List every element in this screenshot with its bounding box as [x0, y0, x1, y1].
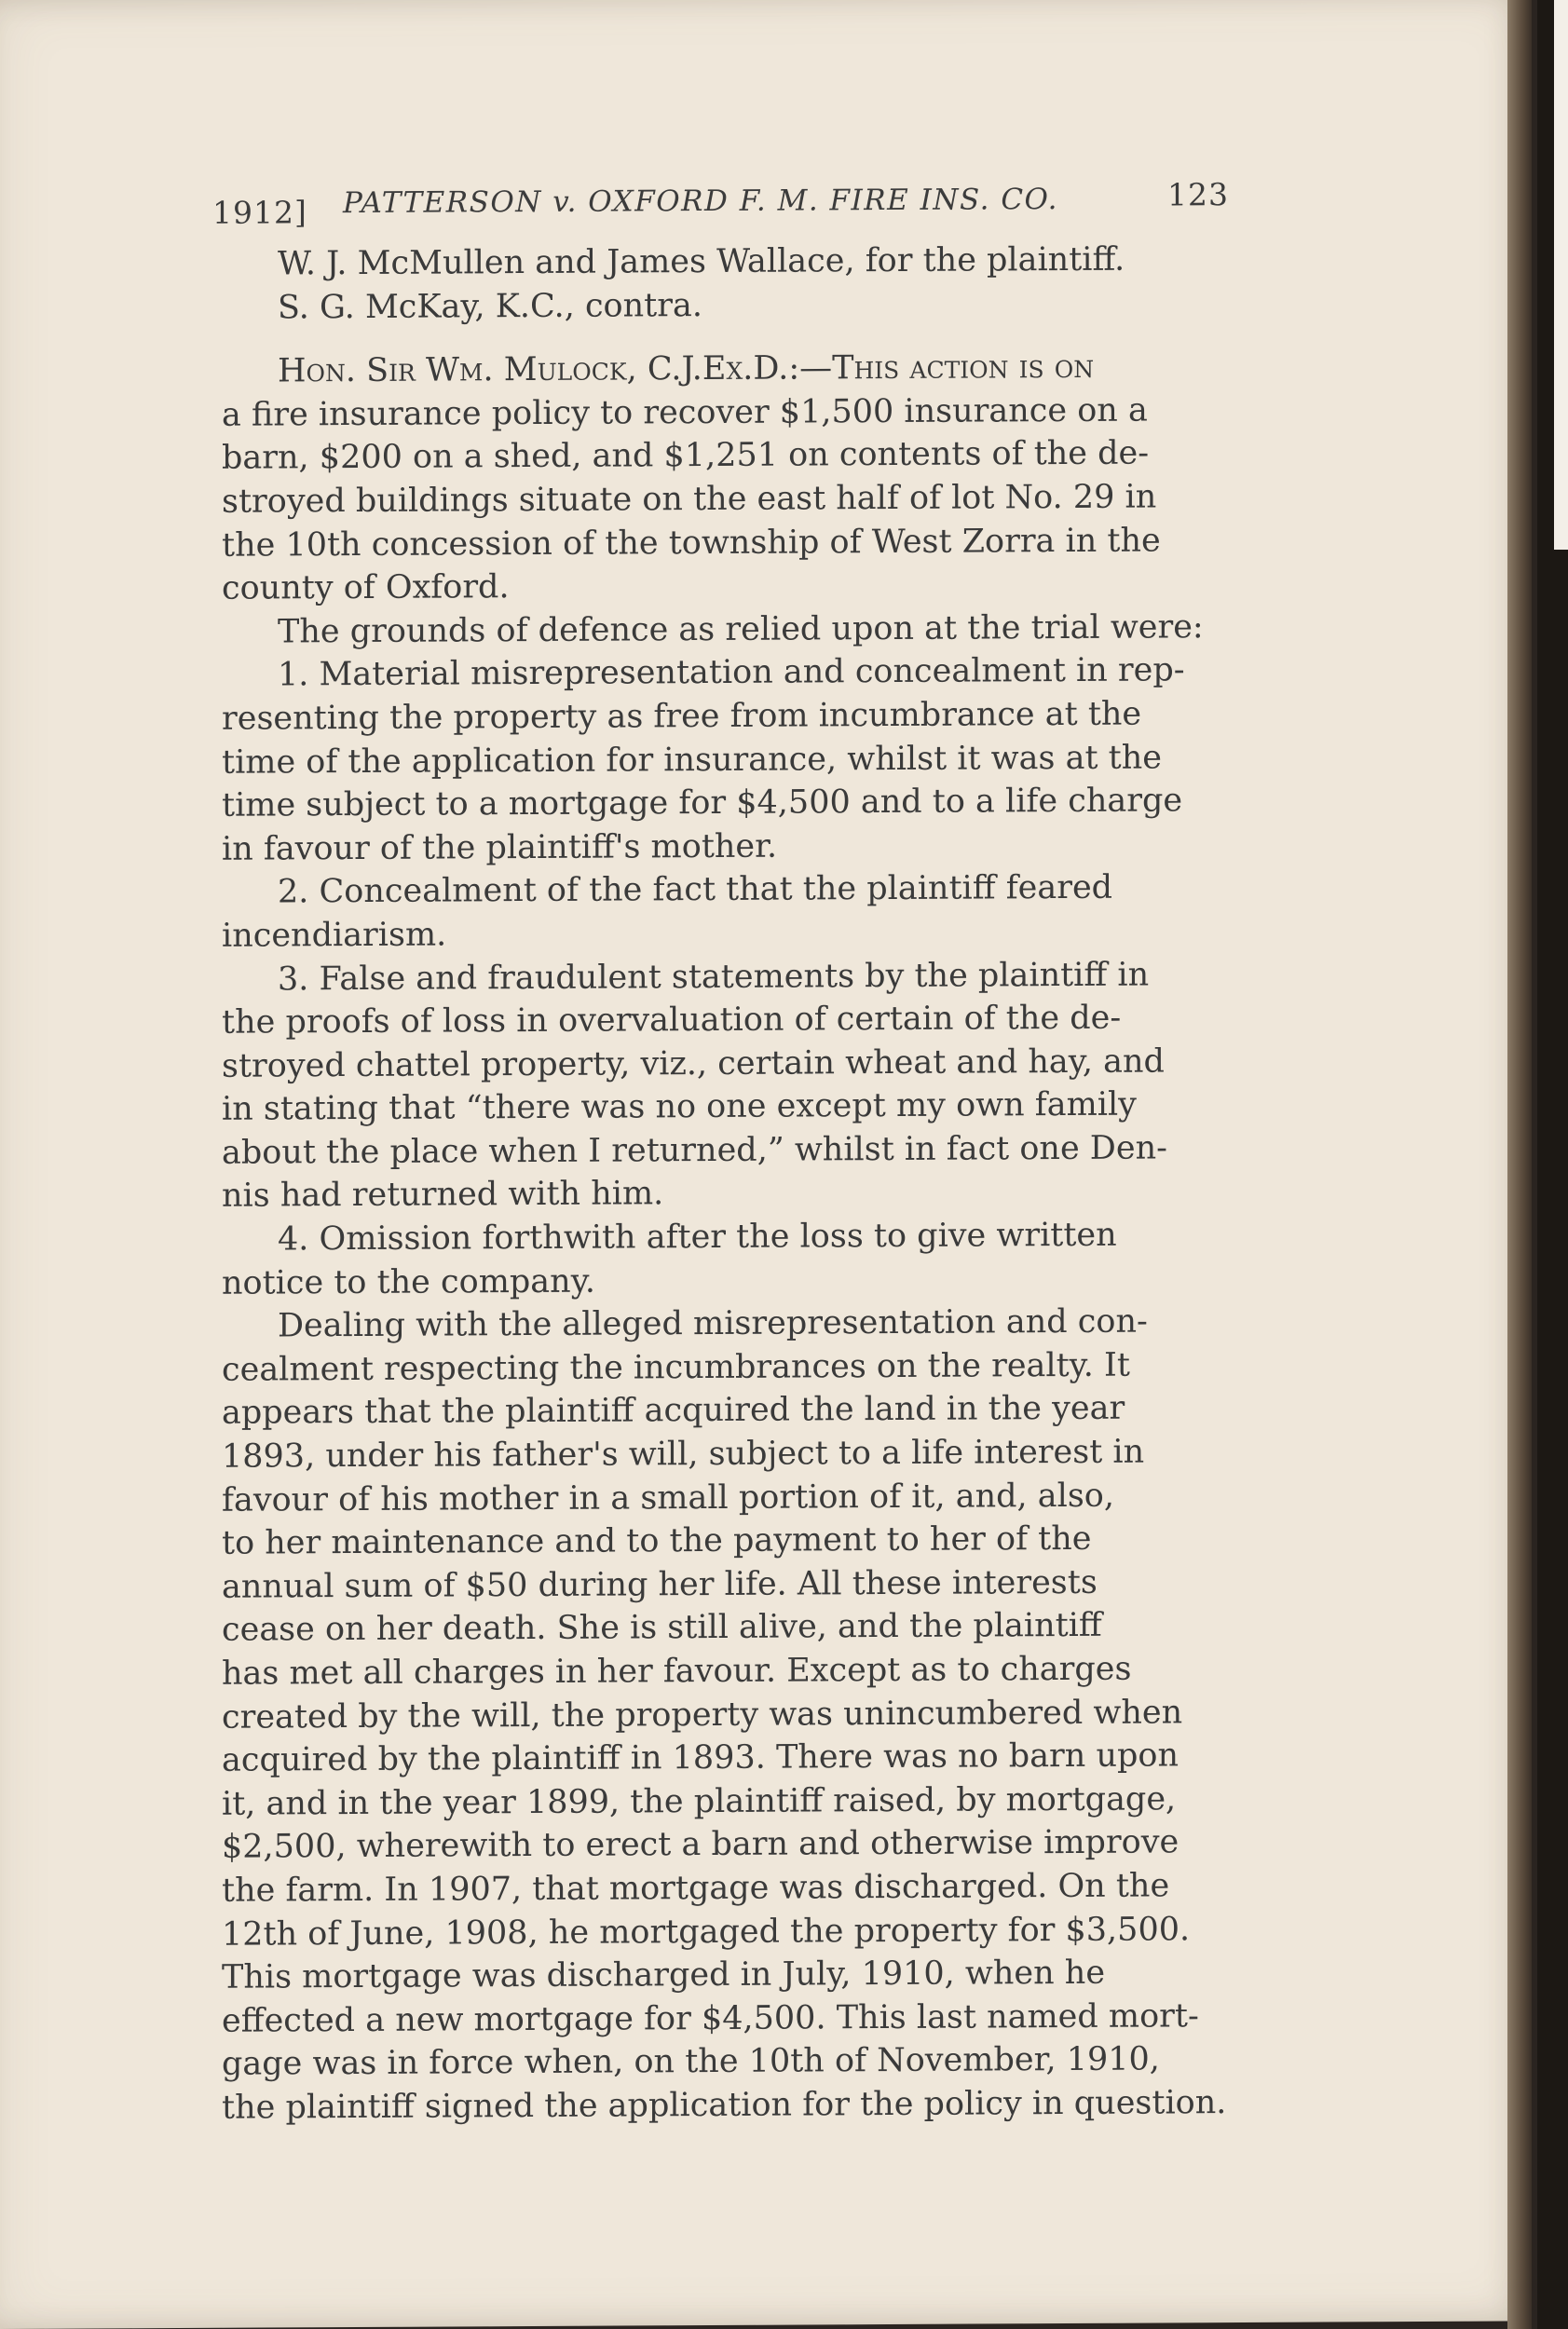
- text-line: incendiarism.: [222, 916, 447, 955]
- text-line: it, and in the year 1899, the plaintiff raised, by mortgage,: [222, 1780, 1177, 1823]
- text-line: cealment respecting the incumbrances on the realty. It: [222, 1346, 1130, 1389]
- text-line: 1. Material misrepresentation and concealment in rep-: [278, 651, 1185, 694]
- text-line: the 10th concession of the township of West Zorra in the: [222, 522, 1161, 565]
- text-line: nis had returned with him.: [222, 1175, 664, 1216]
- text-line: acquired by the plaintiff in 1893. There was no barn upon: [222, 1737, 1179, 1779]
- text-line: $2,500, wherewith to erect a barn and otherwise improve: [222, 1823, 1179, 1867]
- text-line: barn, $200 on a shed, and $1,251 on contents of the de-: [222, 434, 1150, 478]
- text-line: time subject to a mortgage for $4,500 and to a life charge: [222, 782, 1183, 824]
- header-year: 1912]: [212, 194, 307, 231]
- text-line: Hon. Sir Wm. Mulock, C.J.Ex.D.:—This action is on: [278, 348, 1095, 390]
- text-line: has met all charges in her favour. Except as to charges: [222, 1650, 1132, 1693]
- text-line: favour of his mother in a small portion of it, and, also,: [222, 1477, 1115, 1519]
- page-number: 123: [1167, 176, 1229, 213]
- text-line: the plaintiff signed the application for the policy in question.: [222, 2084, 1227, 2127]
- text-line: S. G. McKay, K.C., contra.: [278, 286, 702, 327]
- text-line: about the place when I returned,” whilst in fact one Den-: [222, 1129, 1167, 1172]
- text-line: time of the application for insurance, whilst it was at the: [222, 739, 1162, 782]
- text-line: in stating that “there was no one except my own family: [222, 1085, 1137, 1129]
- text-line: stroyed buildings situate on the east half of lot No. 29 in: [222, 478, 1157, 521]
- text-line: stroyed chattel property, viz., certain wheat and hay, and: [222, 1042, 1165, 1085]
- text-line: to her maintenance and to the payment to her of the: [222, 1520, 1092, 1562]
- text-line: Dealing with the alleged misrepresentation and con-: [278, 1302, 1148, 1345]
- text-line: The grounds of defence as relied upon at the trial were:: [278, 607, 1204, 651]
- text-line: county of Oxford.: [222, 568, 510, 607]
- text-line: 3. False and fraudulent statements by the plaintiff in: [278, 956, 1150, 998]
- text-line: 4. Omission forthwith after the loss to give written: [278, 1216, 1117, 1259]
- text-line: cease on her death. She is still alive, and the plaintiff: [222, 1607, 1102, 1650]
- running-header: [212, 176, 1229, 231]
- text-line: in favour of the plaintiff's mother.: [222, 827, 778, 868]
- body-text: [222, 238, 1237, 2130]
- text-line: annual sum of $50 during her life. All these interests: [222, 1563, 1098, 1606]
- text-line: resenting the property as free from incumbrance at the: [222, 695, 1142, 738]
- text-line: This mortgage was discharged in July, 1910, when he: [222, 1954, 1106, 1996]
- text-line: notice to the company.: [222, 1262, 595, 1302]
- text-line: appears that the plaintiff acquired the land in the year: [222, 1390, 1125, 1433]
- page-edge: [1507, 0, 1532, 2329]
- text-line: created by the will, the property was unincumbered when: [222, 1693, 1183, 1737]
- text-line: the farm. In 1907, that mortgage was discharged. On the: [222, 1867, 1170, 1910]
- text-line: the proofs of loss in overvaluation of certain of the de-: [222, 999, 1122, 1042]
- text-line: 1893, under his father's will, subject to a life interest in: [222, 1433, 1145, 1476]
- text-line: gage was in force when, on the 10th of November, 1910,: [222, 2040, 1160, 2084]
- text-line: W. J. McMullen and James Wallace, for the plaintiff.: [278, 240, 1125, 283]
- text-line: 12th of June, 1908, he mortgaged the property for $3,500.: [222, 1910, 1191, 1954]
- header-case-title: PATTERSON v. OXFORD F. M. FIRE INS. CO.: [343, 183, 1058, 221]
- text-line: a fire insurance policy to recover $1,500 insurance on a: [222, 391, 1148, 434]
- text-line: 2. Concealment of the fact that the plaintiff feared: [278, 869, 1113, 911]
- text-line: effected a new mortgage for $4,500. This last named mort-: [222, 1997, 1199, 2040]
- paper-strip: [1554, 0, 1568, 550]
